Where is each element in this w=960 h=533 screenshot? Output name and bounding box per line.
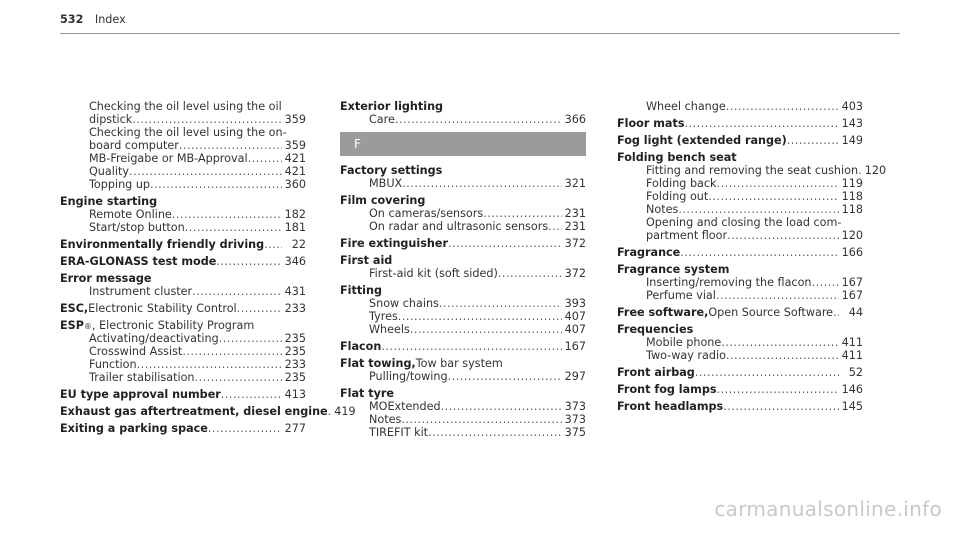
index-subentry	[617, 229, 863, 242]
index-subentry	[617, 100, 863, 113]
index-entry-heading	[340, 100, 586, 113]
entry-term: Free software,	[617, 306, 709, 319]
page-ref: 372	[564, 237, 586, 250]
index-subentry	[617, 276, 863, 289]
subentry-text: MOExtended	[369, 400, 441, 413]
index-subentry	[60, 100, 306, 113]
index-entry	[60, 405, 356, 418]
entry-term: Frequencies	[617, 323, 694, 336]
page-ref: 166	[841, 246, 863, 259]
page-ref: 181	[284, 221, 306, 234]
subentry-text: Two-way radio	[646, 349, 726, 362]
index-entry	[617, 400, 863, 413]
subentry-text: board computer	[89, 139, 179, 152]
dot-leader	[398, 310, 562, 323]
page-ref: 235	[284, 345, 306, 358]
entry-term: Front airbag	[617, 366, 695, 379]
page-ref: 360	[284, 178, 306, 191]
entry-term: ERA-GLONASS test mode	[60, 255, 217, 268]
index-entry-heading	[617, 400, 863, 413]
subentry-text: On radar and ultrasonic sensors	[369, 220, 549, 233]
dot-leader	[208, 422, 282, 435]
dot-leader	[428, 426, 562, 439]
index-entry	[617, 100, 863, 113]
dot-leader	[708, 190, 839, 203]
subentry-text: On cameras/sensors	[369, 207, 484, 220]
dot-leader	[717, 383, 839, 396]
entry-term: Exterior lighting	[340, 100, 444, 113]
index-subentry	[60, 285, 306, 298]
dot-leader	[812, 276, 839, 289]
index-entry	[617, 134, 863, 147]
page-ref: 403	[841, 100, 863, 113]
subentry-text: Folding back	[646, 177, 717, 190]
page-ref: 22	[291, 238, 306, 251]
page-ref: 431	[284, 285, 306, 298]
page-header	[60, 13, 126, 26]
subentry-text: Checking the oil level using the on-	[89, 126, 287, 139]
entry-term: Flacon	[340, 340, 382, 353]
subentry-text: Topping up	[89, 178, 151, 191]
index-entry	[340, 164, 586, 190]
index-entry-heading	[617, 323, 863, 336]
subentry-text: Start/stop button	[89, 221, 185, 234]
dot-leader	[402, 177, 562, 190]
subentry-text: Checking the oil level using the oil	[89, 100, 282, 113]
page-ref: 231	[564, 220, 586, 233]
index-subentry	[60, 358, 306, 371]
index-subentry	[60, 332, 306, 345]
dot-leader	[195, 371, 282, 384]
page-ref: 373	[564, 413, 586, 426]
index-subentry	[617, 177, 863, 190]
index-entry-heading	[60, 195, 306, 208]
subentry-text: Notes	[646, 203, 679, 216]
page-ref: 373	[564, 400, 586, 413]
index-entry	[340, 340, 586, 353]
index-subentry	[60, 139, 306, 152]
dot-leader	[185, 221, 282, 234]
page-ref: 411	[841, 336, 863, 349]
index-entry-heading	[617, 151, 863, 164]
page-ref: 149	[841, 134, 863, 147]
index-subentry	[60, 152, 306, 165]
page-ref: 366	[564, 113, 586, 126]
page-ref: 143	[841, 117, 863, 130]
index-entry-heading	[617, 383, 863, 396]
index-entry	[60, 388, 306, 401]
index-subentry	[617, 216, 863, 229]
entry-term: First aid	[340, 254, 393, 267]
page-ref: 321	[564, 177, 586, 190]
entry-term: Error message	[60, 272, 152, 285]
dot-leader	[216, 255, 282, 268]
page-ref: 146	[841, 383, 863, 396]
index-entry-heading	[617, 134, 863, 147]
index-entry	[60, 319, 306, 384]
index-entry-heading	[340, 164, 586, 177]
subentry-text: Instrument cluster	[89, 285, 193, 298]
header-rule	[60, 33, 900, 34]
index-entry-heading	[60, 405, 356, 418]
entry-cross-reference: Electronic Stability Control	[88, 302, 237, 315]
entry-term: Exiting a parking space	[60, 422, 208, 435]
page-number: 532	[60, 13, 84, 26]
index-entry-heading	[340, 194, 586, 207]
index-entry-heading: ESP ® , Electronic Stability Program	[60, 319, 255, 332]
dot-leader	[248, 152, 282, 165]
dot-leader	[179, 139, 282, 152]
entry-term: Folding bench seat	[617, 151, 737, 164]
entry-term: Fitting	[340, 284, 382, 297]
entry-cross-reference: Open Source Software	[708, 306, 834, 319]
index-entry	[617, 117, 863, 130]
entry-cross-reference: Tow bar system	[415, 357, 503, 370]
entry-term: Flat tyre	[340, 387, 395, 400]
page-ref: 231	[564, 207, 586, 220]
subentry-text: Snow chains	[369, 297, 439, 310]
dot-leader	[182, 345, 282, 358]
subentry-text: Perfume vial	[646, 289, 716, 302]
index-entry-heading	[340, 237, 586, 250]
dot-leader	[264, 238, 282, 251]
dot-leader	[150, 178, 282, 191]
index-entry	[617, 366, 863, 379]
index-entry-heading	[340, 340, 586, 353]
index-entry	[60, 422, 306, 435]
subentry-text: MB-Freigabe or MB-Approval	[89, 152, 248, 165]
entry-term: Film covering	[340, 194, 426, 207]
entry-term: Front headlamps	[617, 400, 724, 413]
subentry-text: Mobile phone	[646, 336, 722, 349]
index-entry-heading	[60, 255, 306, 268]
index-entry-heading	[340, 387, 586, 400]
subentry-text: Trailer stabilisation	[89, 371, 195, 384]
page-ref: 372	[564, 267, 586, 280]
subentry-text: Wheels	[369, 323, 410, 336]
index-entry	[340, 357, 586, 383]
page-ref: 235	[284, 332, 306, 345]
dot-leader	[237, 302, 282, 315]
page-ref: 119	[841, 177, 863, 190]
index-entry-heading	[617, 306, 863, 319]
dot-leader	[221, 388, 282, 401]
index-entry	[60, 302, 306, 315]
index-subentry	[617, 349, 863, 362]
dot-leader	[137, 358, 282, 371]
page-ref: 233	[284, 302, 306, 315]
index-entry-heading	[617, 117, 863, 130]
index-subentry	[340, 207, 586, 220]
page-ref: 120	[864, 164, 887, 177]
index-subentry	[340, 323, 586, 336]
index-entry	[340, 100, 586, 126]
subentry-text: TIREFIT kit	[369, 426, 429, 439]
page-ref: 297	[564, 370, 586, 383]
index-entry	[617, 306, 863, 319]
dot-leader	[441, 400, 562, 413]
index-subentry	[340, 400, 586, 413]
page-ref: 52	[848, 366, 863, 379]
dot-leader	[716, 289, 839, 302]
index-subentry	[340, 413, 586, 426]
dot-leader	[381, 340, 562, 353]
index-column-2	[340, 100, 586, 443]
dot-leader	[680, 246, 839, 259]
dot-leader	[726, 349, 839, 362]
dot-leader	[448, 370, 562, 383]
index-entry	[340, 237, 586, 250]
entry-term: Fire extinguisher	[340, 237, 448, 250]
dot-leader	[483, 207, 562, 220]
page-ref: 182	[284, 208, 306, 221]
index-entry	[60, 272, 306, 298]
dot-leader	[717, 177, 839, 190]
subentry-text: Notes	[369, 413, 402, 426]
page-ref: 277	[284, 422, 306, 435]
page-ref: 44	[848, 306, 863, 319]
subentry-text: Care	[369, 113, 395, 126]
page-ref: 346	[284, 255, 306, 268]
index-column-3	[617, 100, 887, 417]
subentry-text: Remote Online	[89, 208, 172, 221]
subentry-text: Wheel change	[646, 100, 726, 113]
entry-term: Floor mats	[617, 117, 685, 130]
dot-leader	[548, 220, 562, 233]
page-ref: 118	[841, 203, 863, 216]
index-entry-heading	[617, 263, 863, 276]
index-subentry	[617, 289, 863, 302]
page-ref: 167	[564, 340, 586, 353]
entry-term: ESC,	[60, 302, 89, 315]
index-entry	[60, 255, 306, 268]
page-ref: 120	[841, 229, 863, 242]
section-title: Index	[94, 13, 126, 26]
index-entry	[60, 100, 306, 191]
index-entry	[60, 195, 306, 234]
index-subentry	[60, 371, 306, 384]
entry-term: Environmentally friendly driving	[60, 238, 265, 251]
dot-leader	[787, 134, 839, 147]
page-ref: 393	[564, 297, 586, 310]
page-ref: 235	[284, 371, 306, 384]
index-subentry	[60, 221, 306, 234]
index-subentry	[60, 113, 306, 126]
dot-leader	[695, 366, 839, 379]
dot-leader	[439, 297, 562, 310]
index-column-1	[60, 100, 356, 439]
dot-leader	[129, 165, 282, 178]
page-ref: 421	[284, 152, 306, 165]
index-subentry	[340, 310, 586, 323]
page-ref: 145	[841, 400, 863, 413]
index-entry	[617, 323, 863, 362]
index-subentry	[340, 177, 586, 190]
dot-leader	[726, 100, 839, 113]
index-entry-heading	[60, 272, 306, 285]
subentry-text: Inserting/removing the flacon	[646, 276, 812, 289]
subentry-text: Activating/deactivating	[89, 332, 219, 345]
letter-heading-f: F	[340, 132, 586, 156]
watermark: carmanualsonline.info	[714, 497, 942, 521]
index-subentry	[60, 345, 306, 358]
page-ref: 411	[841, 349, 863, 362]
dot-leader	[219, 332, 282, 345]
page-ref: 421	[284, 165, 306, 178]
entry-term: Exhaust gas aftertreatment, diesel engine	[60, 405, 328, 418]
index-entry	[617, 151, 887, 242]
page-ref: 359	[284, 113, 306, 126]
dot-leader	[727, 229, 839, 242]
index-subentry	[617, 190, 863, 203]
index-entry	[617, 383, 863, 396]
index-entry-heading	[60, 388, 306, 401]
entry-cross-reference: , Electronic Stability Program	[91, 319, 255, 332]
index-entry-heading	[340, 284, 586, 297]
index-entry-heading	[617, 366, 863, 379]
entry-term: Front fog lamps	[617, 383, 717, 396]
index-subentry	[60, 165, 306, 178]
entry-term: Fragrance system	[617, 263, 730, 276]
index-entry-heading	[60, 302, 306, 315]
page-ref: 407	[564, 323, 586, 336]
index-entry-heading	[60, 238, 306, 251]
entry-term: Engine starting	[60, 195, 158, 208]
index-entry	[340, 284, 586, 336]
dot-leader	[678, 203, 839, 216]
entry-term: Fog light (extended range)	[617, 134, 787, 147]
entry-term: Factory settings	[340, 164, 443, 177]
subentry-text: partment floor	[646, 229, 728, 242]
index-entry-heading	[60, 422, 306, 435]
subentry-text: Function	[89, 358, 137, 371]
index-entry-heading	[617, 246, 863, 259]
page-ref: 233	[284, 358, 306, 371]
dot-leader	[448, 237, 562, 250]
dot-leader	[192, 285, 282, 298]
index-entry	[60, 238, 306, 251]
index-subentry	[60, 208, 306, 221]
index-entry	[340, 387, 586, 439]
index-entry	[340, 254, 586, 280]
dot-leader	[410, 323, 562, 336]
dot-leader	[132, 113, 282, 126]
index-subentry	[617, 203, 863, 216]
index-entry	[617, 246, 863, 259]
subentry-text: Pulling/towing	[369, 370, 448, 383]
index-subentry	[340, 297, 586, 310]
page-ref: 167	[841, 289, 863, 302]
subentry-text: Fitting and removing the seat cushion	[646, 164, 859, 177]
page-ref: 419	[334, 405, 356, 418]
page-ref: 359	[284, 139, 306, 152]
subentry-text: First-aid kit (soft sided)	[369, 267, 498, 280]
index-subentry	[617, 164, 887, 177]
page-ref: 413	[284, 388, 306, 401]
index-entry	[340, 194, 586, 233]
index-entry-heading	[340, 254, 586, 267]
index-entry	[617, 263, 863, 302]
index-subentry	[340, 113, 586, 126]
index-subentry	[340, 426, 586, 439]
entry-term: EU type approval number	[60, 388, 221, 401]
index-subentry	[340, 220, 586, 233]
page-ref: 167	[841, 276, 863, 289]
page-ref: 375	[564, 426, 586, 439]
dot-leader	[401, 413, 562, 426]
index-entry-heading	[340, 357, 586, 370]
subentry-text: Folding out	[646, 190, 709, 203]
subentry-text: Crosswind Assist	[89, 345, 183, 358]
entry-term: Fragrance	[617, 246, 681, 259]
subentry-text: Tyres	[369, 310, 398, 323]
index-subentry	[617, 336, 863, 349]
subentry-text: Quality	[89, 165, 129, 178]
subentry-text: MBUX	[369, 177, 403, 190]
dot-leader	[721, 336, 839, 349]
index-subentry	[340, 370, 586, 383]
index-subentry	[60, 126, 306, 139]
dot-leader	[723, 400, 839, 413]
index-subentry	[340, 267, 586, 280]
dot-leader	[498, 267, 562, 280]
dot-leader	[684, 117, 839, 130]
dot-leader	[395, 113, 562, 126]
subentry-text: Opening and closing the load com-	[646, 216, 842, 229]
page-ref: 118	[841, 190, 863, 203]
dot-leader	[172, 208, 282, 221]
subentry-text: dipstick	[89, 113, 133, 126]
index-subentry	[60, 178, 306, 191]
entry-term: Flat towing,	[340, 357, 416, 370]
page-ref: 407	[564, 310, 586, 323]
entry-term: ESP	[60, 319, 84, 332]
